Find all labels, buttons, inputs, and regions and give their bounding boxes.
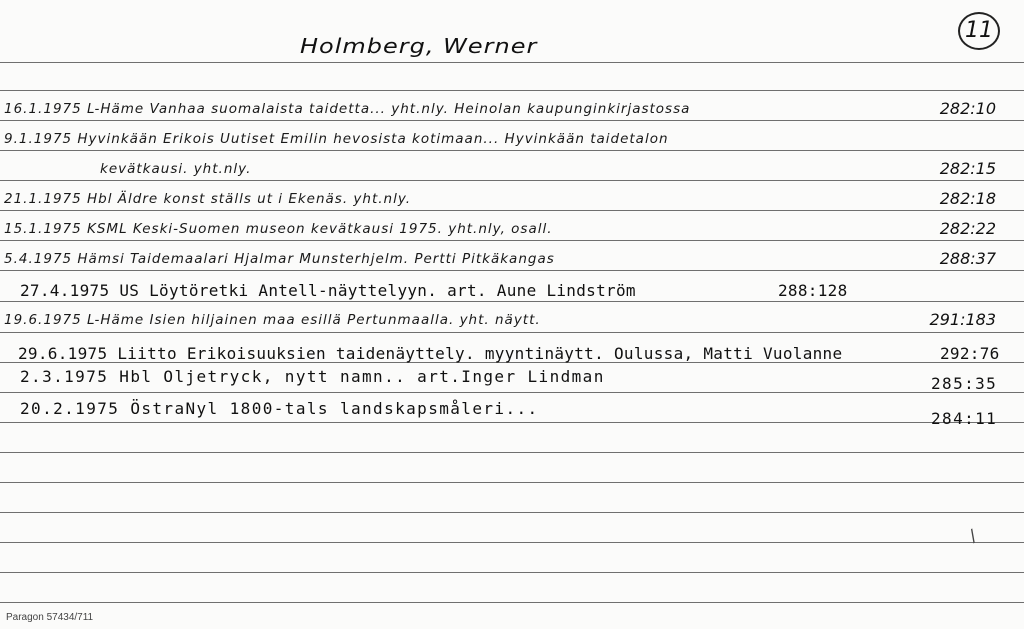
ruled-line xyxy=(0,422,1024,423)
card-name: Holmberg, Werner xyxy=(300,34,538,58)
ruled-line xyxy=(0,301,1024,302)
ruled-line xyxy=(0,240,1024,241)
typed-entry: 20.2.1975 ÖstraNyl 1800-tals landskapsmåleri... xyxy=(20,399,539,418)
pencil-mark-icon: / xyxy=(963,524,983,547)
entry-ref: 284:11 xyxy=(931,409,998,428)
ruled-line xyxy=(0,542,1024,543)
handwritten-entry: kevätkausi. yht.nly. xyxy=(100,161,252,177)
handwritten-entry: 19.6.1975 L-Häme Isien hiljainen maa esillä Pertunmaalla. yht. näytt. xyxy=(4,312,541,328)
entry-ref: 282:15 xyxy=(939,159,996,178)
ruled-line xyxy=(0,332,1024,333)
entry-ref: 282:18 xyxy=(939,189,996,208)
card-footer: Paragon 57434/711 xyxy=(6,612,94,623)
handwritten-entry: 16.1.1975 L-Häme Vanhaa suomalaista taidetta... yht.nly. Heinolan kaupunginkirjastossa xyxy=(4,101,691,117)
ruled-line xyxy=(0,452,1024,453)
entry-ref: 282:10 xyxy=(939,99,996,118)
ruled-line xyxy=(0,392,1024,393)
ruled-line xyxy=(0,62,1024,63)
handwritten-entry: 9.1.1975 Hyvinkään Erikois Uutiset Emilin hevosista kotimaan... Hyvinkään taidetalon xyxy=(4,131,669,147)
ruled-line xyxy=(0,270,1024,271)
card-number: 11 xyxy=(958,12,1000,50)
handwritten-entry: 15.1.1975 KSML Keski-Suomen museon kevätkausi 1975. yht.nly, osall. xyxy=(4,221,553,237)
ruled-line xyxy=(0,180,1024,181)
ruled-line xyxy=(0,150,1024,151)
ruled-line xyxy=(0,512,1024,513)
ruled-line xyxy=(0,90,1024,91)
ruled-line xyxy=(0,602,1024,603)
entry-ref: 282:22 xyxy=(939,219,996,238)
ruled-line xyxy=(0,210,1024,211)
entry-ref: 292:76 xyxy=(940,344,1000,363)
entry-ref: 285:35 xyxy=(931,374,998,393)
entry-ref: 288:37 xyxy=(939,249,996,268)
ruled-line xyxy=(0,120,1024,121)
entry-ref: 288:128 xyxy=(778,281,848,300)
handwritten-entry: 21.1.1975 Hbl Äldre konst ställs ut i Ekenäs. yht.nly. xyxy=(4,191,412,207)
typed-entry: 27.4.1975 US Löytöretki Antell-näyttelyyn. art. Aune Lindström xyxy=(20,281,636,300)
ruled-line xyxy=(0,482,1024,483)
ruled-line xyxy=(0,572,1024,573)
typed-entry: 2.3.1975 Hbl Oljetryck, nytt namn.. art.Inger Lindman xyxy=(20,367,605,386)
typed-entry: 29.6.1975 Liitto Erikoisuuksien taidenäyttely. myyntinäytt. Oulussa, Matti Vuolanne xyxy=(18,344,843,363)
handwritten-entry: 5.4.1975 Hämsi Taidemaalari Hjalmar Munsterhjelm. Pertti Pitkäkangas xyxy=(4,251,555,267)
entry-ref: 291:183 xyxy=(929,310,996,329)
